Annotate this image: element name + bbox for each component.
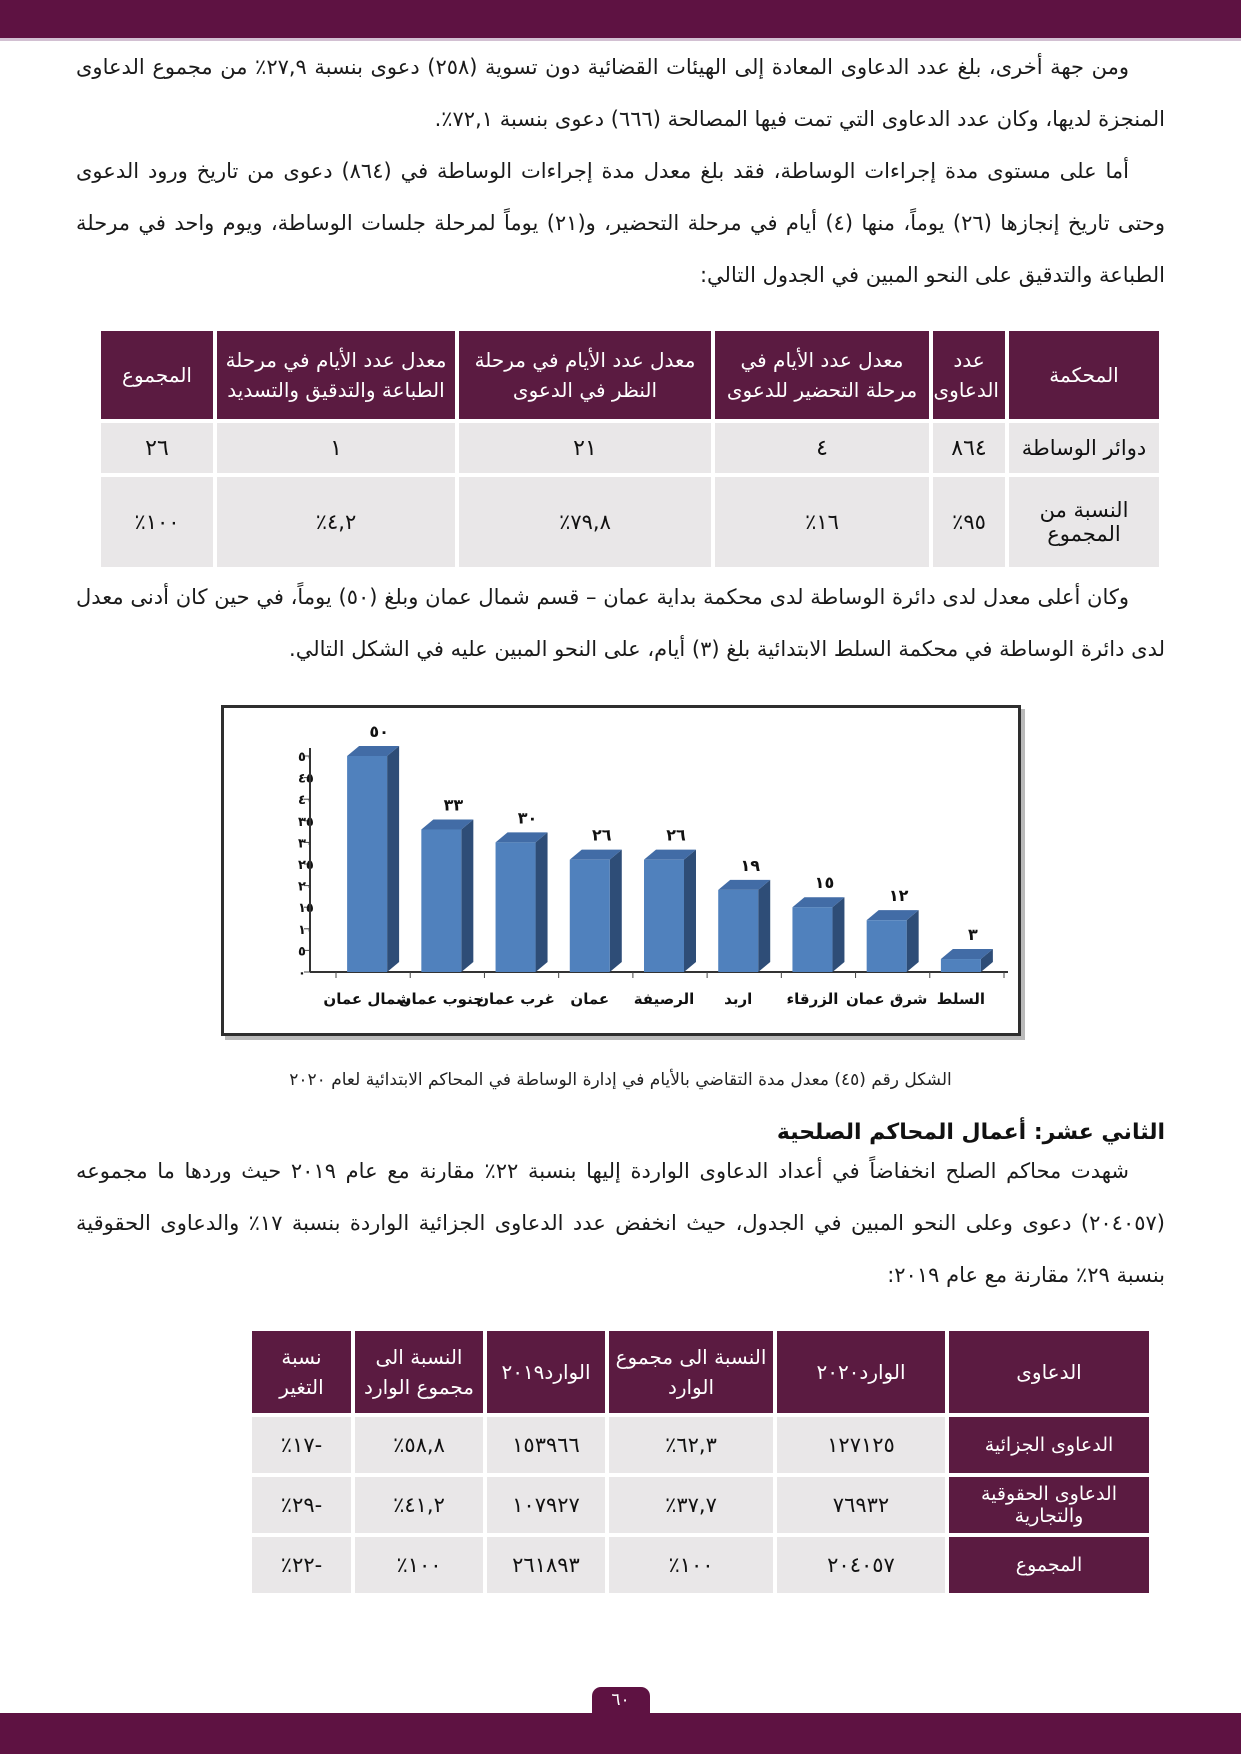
table-row [252, 1417, 1149, 1473]
t2-cell: ١٠٠٪ [609, 1537, 773, 1593]
y-axis-tick-label: ١٠ [297, 922, 314, 938]
t1-col-hearing-days: معدل عدد الأيام في مرحلة النظر في الدعوى [459, 331, 711, 419]
t2-col-incoming-2020: الوارد٢٠٢٠ [777, 1331, 945, 1413]
bar-value-label: ٣ [967, 925, 978, 945]
paragraph-highest-lowest-rate: وكان أعلى معدل لدى دائرة الوساطة لدى محكمة بداية عمان – قسم شمال عمان وبلغ (٥٠) يوماً، في حين كان أدنى معدل لدى دائرة الوساطة في محكمة السلط الابتدائية بلغ (٣) أيام، على النحو المبين عليه في الشكل التالي. [76, 585, 1165, 661]
page-header-bar [0, 0, 1241, 41]
bar-value-label: ٥٠ [368, 722, 389, 741]
t2-cell: ١٢٧١٢٥ [777, 1417, 945, 1473]
x-axis-category-label: غرب عمان [475, 990, 555, 1008]
y-axis-tick-label: ٥٠ [297, 750, 314, 765]
bar-side-face [758, 880, 770, 972]
t1-col-case-count: عدد الدعاوى [933, 331, 1005, 419]
t1-cell: ٢٦ [101, 423, 213, 473]
y-axis-tick-label: ٤٥ [297, 771, 314, 787]
t2-cell: -٢٩٪ [252, 1477, 351, 1533]
bar [866, 920, 906, 972]
bar-value-label: ٢٦ [665, 825, 686, 845]
t1-cell: ٩٥٪ [933, 477, 1005, 567]
y-axis-tick-label: ٠ [297, 966, 306, 981]
y-axis-tick-label: ٣٠ [297, 836, 314, 852]
page-number-tab: ٦٠ [592, 1687, 650, 1713]
x-axis-category-label: شرق عمان [845, 990, 927, 1008]
bar-chart-canvas [224, 708, 1018, 1029]
bar-side-face [906, 910, 918, 972]
table-row [252, 1537, 1149, 1593]
t2-cell: ٣٧,٧٪ [609, 1477, 773, 1533]
t2-cell: ٤١,٢٪ [355, 1477, 483, 1533]
t1-cell: ٤ [715, 423, 929, 473]
page-footer-bar [0, 1713, 1241, 1754]
bar-value-label: ١٩ [739, 855, 760, 875]
page-content [0, 41, 1241, 1597]
bar-side-face [387, 746, 399, 972]
x-axis-category-label: الرصيفة [633, 990, 694, 1008]
t1-cell: ٤,٢٪ [217, 477, 455, 567]
bar-value-label: ٢٦ [591, 825, 612, 845]
bar [569, 860, 609, 972]
t1-cell: ١ [217, 423, 455, 473]
table-header-row [252, 1331, 1149, 1413]
t1-col-total: المجموع [101, 331, 213, 419]
t1-cell: ٢١ [459, 423, 711, 473]
t2-col-change-pct: نسبة التغير [252, 1331, 351, 1413]
t2-cell: -١٧٪ [252, 1417, 351, 1473]
bar [792, 907, 832, 972]
t2-cell: ٦٢,٣٪ [609, 1417, 773, 1473]
mediation-days-table [97, 327, 1163, 571]
t2-row-total-label: المجموع [949, 1537, 1149, 1593]
t2-cell: ٢٦١٨٩٣ [487, 1537, 605, 1593]
t2-col-incoming-2019: الوارد٢٠١٩ [487, 1331, 605, 1413]
x-axis-category-label: جنوب عمان [398, 990, 484, 1008]
bar [644, 860, 684, 972]
t1-col-printing-days: معدل عدد الأيام في مرحلة الطباعة والتدقيق والتسديد [217, 331, 455, 419]
t2-cell: ٧٦٩٣٢ [777, 1477, 945, 1533]
t2-cell: ١٥٣٩٦٦ [487, 1417, 605, 1473]
x-axis-category-label: اربد [723, 990, 752, 1008]
table-row [101, 423, 1159, 473]
y-axis-tick-label: ٣٥ [297, 814, 314, 830]
t1-row-mediation-label: دوائر الوساطة [1009, 423, 1159, 473]
t2-cell: ٥٨,٨٪ [355, 1417, 483, 1473]
magistrate-courts-cases-table [248, 1327, 1153, 1597]
table-row [252, 1477, 1149, 1533]
t1-cell: ٧٩,٨٪ [459, 477, 711, 567]
t2-cell: ٢٠٤٠٥٧ [777, 1537, 945, 1593]
t1-cell: ١٦٪ [715, 477, 929, 567]
paragraph-mediation-duration: أما على مستوى مدة إجراءات الوساطة، فقد بلغ معدل مدة إجراءات الوساطة في (٨٦٤) دعوى من تاريخ ورود الدعوى وحتى تاريخ إنجازها (٢٦) يوماً، منها (٤) أيام في مرحلة التحضير، و(٢١) يوماً لمرحلة جلسات الوساطة، ويوم واحد في مرحلة الطباعة والتدقيق على النحو المبين في الجدول التالي: [76, 159, 1165, 287]
t2-row-civil-commercial-label: الدعاوى الحقوقية والتجارية [949, 1477, 1149, 1533]
t1-cell: ٨٦٤ [933, 423, 1005, 473]
t1-cell: ١٠٠٪ [101, 477, 213, 567]
bar [421, 829, 461, 972]
bar-value-label: ٣٠ [517, 808, 537, 828]
t2-cell: ١٠٧٩٢٧ [487, 1477, 605, 1533]
bar [347, 756, 387, 972]
table-row [101, 477, 1159, 567]
y-axis-tick-label: ٢٠ [297, 879, 314, 895]
x-axis-category-label: السلط [936, 990, 985, 1008]
paragraph-returned-cases: ومن جهة أخرى، بلغ عدد الدعاوى المعادة إلى الهيئات القضائية دون تسوية (٢٥٨) دعوى بنسبة ٢٧,٩٪ من مجموع الدعاوى المنجزة لديها، وكان عدد الدعاوى التي تمت فيها المصالحة (٦٦٦) دعوى بنسبة ٧٢,١٪. [76, 55, 1165, 131]
t1-row-percentage-label: النسبة من المجموع [1009, 477, 1159, 567]
x-axis-category-label: الزرقاء [786, 990, 838, 1008]
t1-col-court: المحكمة [1009, 331, 1159, 419]
bar [718, 890, 758, 972]
y-axis-tick-label: ٤٠ [297, 793, 314, 809]
t2-col-pct-of-total-2019: النسبة الى مجموع الوارد [355, 1331, 483, 1413]
x-axis-category-label: عمان [569, 990, 609, 1008]
t2-cell: ١٠٠٪ [355, 1537, 483, 1593]
y-axis-tick-label: ١٥ [297, 901, 314, 917]
t2-col-pct-of-total-2020: النسبة الى مجموع الوارد [609, 1331, 773, 1413]
bar [495, 842, 535, 972]
bar-side-face [684, 850, 696, 972]
bar-side-face [461, 819, 473, 972]
t1-col-preparation-days: معدل عدد الأيام في مرحلة التحضير للدعوى [715, 331, 929, 419]
y-axis-tick-label: ٥ [297, 944, 306, 960]
section-heading-magistrate-courts: الثاني عشر: أعمال المحاكم الصلحية [776, 1120, 1165, 1145]
t2-cell: -٢٢٪ [252, 1537, 351, 1593]
bar-value-label: ١٢ [888, 886, 908, 906]
bar-side-face [609, 850, 621, 972]
figure-caption: الشكل رقم (٤٥) معدل مدة التقاضي بالأيام في إدارة الوساطة في المحاكم الابتدائية لعام ٢٠٢٠ [289, 1070, 952, 1090]
bar [940, 959, 980, 972]
x-axis-category-label: شمال عمان [322, 990, 411, 1008]
t2-col-cases: الدعاوى [949, 1331, 1149, 1413]
y-axis-tick-label: ٢٥ [297, 858, 314, 873]
bar-value-label: ١٥ [814, 873, 834, 893]
bar-side-face [535, 832, 547, 972]
bar-value-label: ٣٣ [443, 795, 463, 815]
t2-row-criminal-label: الدعاوى الجزائية [949, 1417, 1149, 1473]
paragraph-magistrate-courts-decline: شهدت محاكم الصلح انخفاضاً في أعداد الدعاوى الواردة إليها بنسبة ٢٢٪ مقارنة مع عام ٢٠١٩ حيث وردها ما مجموعه (٢٠٤٠٥٧) دعوى وعلى النحو المبين في الجدول، حيث انخفض عدد الدعاوى الجزائية الواردة بنسبة ١٧٪ والدعاوى الحقوقية بنسبة ٢٩٪ مقارنة مع عام ٢٠١٩: [76, 1159, 1165, 1287]
table-header-row [101, 331, 1159, 419]
bar-side-face [832, 897, 844, 972]
mediation-days-bar-chart [221, 705, 1021, 1036]
